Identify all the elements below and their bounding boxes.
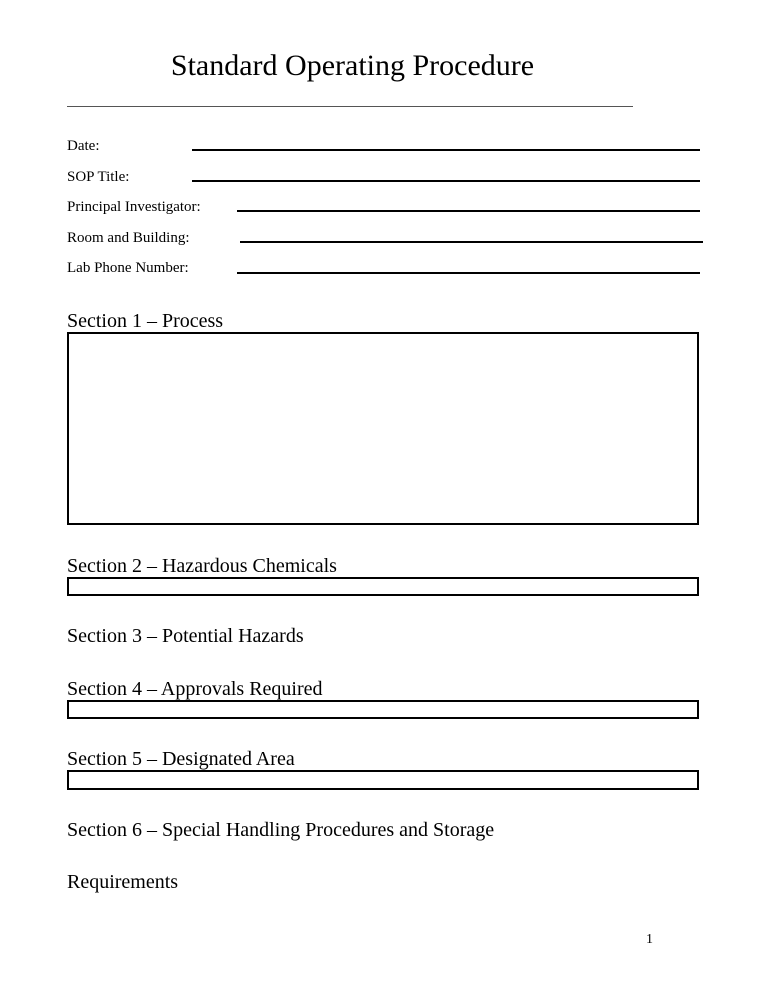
title-divider: [67, 106, 633, 107]
principal-investigator-label: Principal Investigator:: [67, 199, 201, 215]
section-1-input-box[interactable]: [67, 332, 699, 525]
section-1-heading: Section 1 – Process: [67, 310, 224, 332]
room-building-field-line[interactable]: [240, 241, 703, 243]
lab-phone-field-line[interactable]: [237, 272, 700, 274]
section-6-heading: Section 6 – Special Handling Procedures and Storage: [67, 819, 495, 841]
sop-title-label: SOP Title:: [67, 169, 130, 185]
section-6-heading-continued: Requirements: [67, 871, 179, 893]
date-field-line[interactable]: [192, 149, 700, 151]
section-4-heading: Section 4 – Approvals Required: [67, 678, 323, 700]
date-label: Date:: [67, 138, 100, 154]
sop-title-field-line[interactable]: [192, 180, 700, 182]
section-5-heading: Section 5 – Designated Area: [67, 748, 295, 770]
section-4-input-box[interactable]: [67, 700, 699, 719]
page-number: 1: [646, 932, 653, 947]
section-2-input-box[interactable]: [67, 577, 699, 596]
principal-investigator-field-line[interactable]: [237, 210, 700, 212]
section-5-input-box[interactable]: [67, 770, 699, 790]
section-2-heading: Section 2 – Hazardous Chemicals: [67, 555, 337, 577]
page-title: Standard Operating Procedure: [170, 49, 535, 82]
lab-phone-label: Lab Phone Number:: [67, 260, 189, 276]
room-building-label: Room and Building:: [67, 230, 190, 246]
section-3-heading: Section 3 – Potential Hazards: [67, 625, 304, 647]
